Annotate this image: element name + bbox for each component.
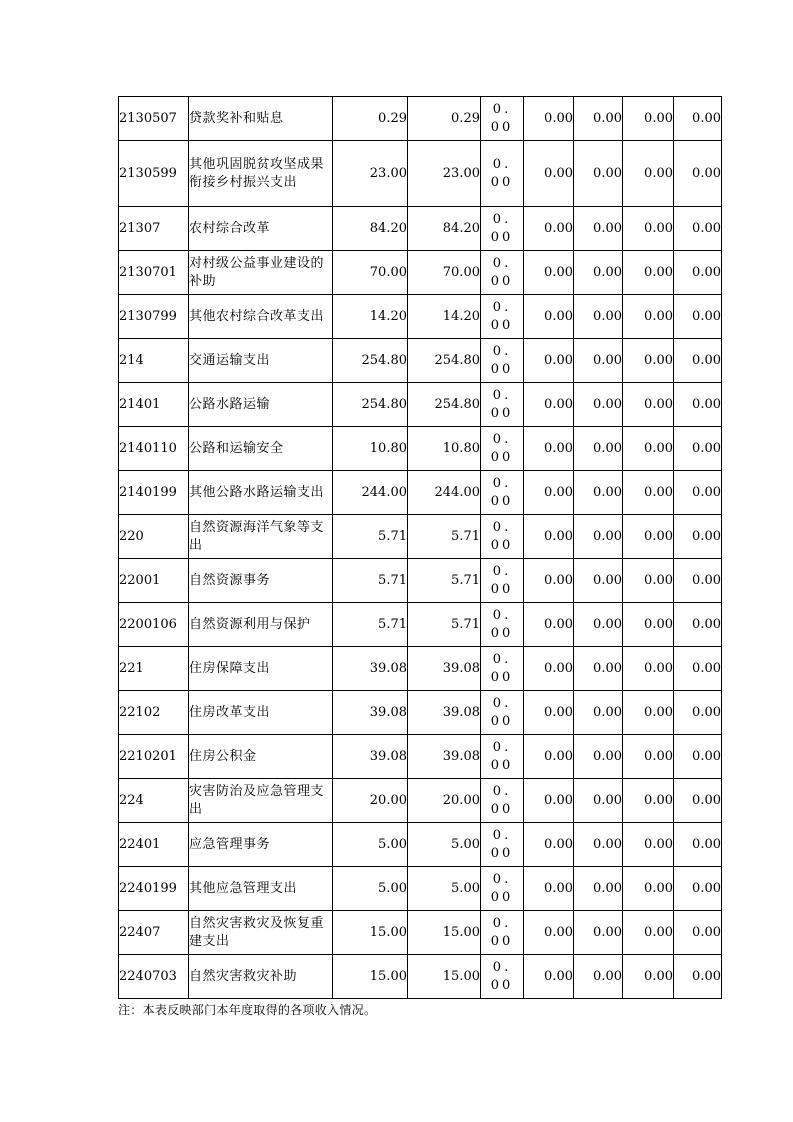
narrow-amount-cell [481, 867, 524, 911]
account-name-cell: 自然资源利用与保护 [189, 603, 333, 647]
narrow-amount-cell [481, 141, 524, 207]
narrow-amount-cell [481, 911, 524, 955]
narrow-amount-cell [481, 207, 524, 251]
amount-cell: 0.00 [574, 251, 623, 295]
account-code-cell: 21307 [119, 207, 189, 251]
appropriation-amount-cell: 0.29 [408, 97, 481, 141]
wrapped-value: 0.00 [490, 739, 514, 773]
amount-cell: 0.00 [574, 295, 623, 339]
appropriation-amount-cell: 39.08 [408, 691, 481, 735]
amount-cell: 0.00 [623, 427, 674, 471]
total-amount-cell: 254.80 [333, 339, 408, 383]
account-name-cell: 住房公积金 [189, 735, 333, 779]
amount-cell: 0.00 [674, 955, 722, 999]
account-name-cell: 公路水路运输 [189, 383, 333, 427]
account-name-cell: 公路和运输安全 [189, 427, 333, 471]
table-row [119, 867, 722, 911]
table-row [119, 823, 722, 867]
amount-cell: 0.00 [674, 339, 722, 383]
amount-cell: 0.00 [674, 603, 722, 647]
narrow-amount-cell [481, 515, 524, 559]
total-amount-cell: 0.29 [333, 97, 408, 141]
account-name-cell: 自然资源海洋气象等支出 [189, 515, 333, 559]
account-name-cell: 住房改革支出 [189, 691, 333, 735]
narrow-amount-cell [481, 427, 524, 471]
account-name-cell: 贷款奖补和贴息 [189, 97, 333, 141]
total-amount-cell: 23.00 [333, 141, 408, 207]
amount-cell: 0.00 [623, 97, 674, 141]
table-row [119, 955, 722, 999]
wrapped-value: 0.00 [490, 959, 514, 993]
narrow-amount-cell [481, 97, 524, 141]
total-amount-cell: 244.00 [333, 471, 408, 515]
amount-cell: 0.00 [623, 867, 674, 911]
appropriation-amount-cell: 70.00 [408, 251, 481, 295]
amount-cell: 0.00 [524, 383, 574, 427]
narrow-amount-cell [481, 383, 524, 427]
amount-cell: 0.00 [524, 515, 574, 559]
amount-cell: 0.00 [524, 867, 574, 911]
total-amount-cell: 39.08 [333, 735, 408, 779]
appropriation-amount-cell: 10.80 [408, 427, 481, 471]
wrapped-value: 0.00 [490, 651, 514, 685]
table-row [119, 383, 722, 427]
table-row [119, 471, 722, 515]
amount-cell: 0.00 [524, 823, 574, 867]
table-row [119, 295, 722, 339]
account-name-cell: 农村综合改革 [189, 207, 333, 251]
amount-cell: 0.00 [674, 383, 722, 427]
amount-cell: 0.00 [674, 779, 722, 823]
account-name-cell: 自然灾害救灾补助 [189, 955, 333, 999]
total-amount-cell: 5.71 [333, 603, 408, 647]
appropriation-amount-cell: 254.80 [408, 383, 481, 427]
amount-cell: 0.00 [524, 295, 574, 339]
table-row [119, 691, 722, 735]
total-amount-cell: 39.08 [333, 647, 408, 691]
wrapped-value: 0.00 [490, 101, 514, 135]
wrapped-value: 0.00 [490, 519, 514, 553]
account-code-cell: 224 [119, 779, 189, 823]
table-body [119, 97, 722, 999]
amount-cell: 0.00 [623, 647, 674, 691]
amount-cell: 0.00 [674, 647, 722, 691]
amount-cell: 0.00 [574, 647, 623, 691]
amount-cell: 0.00 [674, 867, 722, 911]
amount-cell: 0.00 [623, 141, 674, 207]
table-row [119, 207, 722, 251]
amount-cell: 0.00 [524, 207, 574, 251]
appropriation-amount-cell: 39.08 [408, 647, 481, 691]
total-amount-cell: 5.71 [333, 515, 408, 559]
amount-cell: 0.00 [574, 339, 623, 383]
amount-cell: 0.00 [623, 515, 674, 559]
amount-cell: 0.00 [674, 911, 722, 955]
table-row [119, 515, 722, 559]
amount-cell: 0.00 [574, 955, 623, 999]
amount-cell: 0.00 [674, 427, 722, 471]
amount-cell: 0.00 [674, 471, 722, 515]
wrapped-value: 0.00 [490, 211, 514, 245]
amount-cell: 0.00 [623, 295, 674, 339]
narrow-amount-cell [481, 339, 524, 383]
amount-cell: 0.00 [574, 691, 623, 735]
narrow-amount-cell [481, 603, 524, 647]
table-row [119, 779, 722, 823]
amount-cell: 0.00 [574, 911, 623, 955]
wrapped-value: 0.00 [490, 343, 514, 377]
amount-cell: 0.00 [674, 691, 722, 735]
total-amount-cell: 14.20 [333, 295, 408, 339]
amount-cell: 0.00 [524, 471, 574, 515]
account-code-cell: 220 [119, 515, 189, 559]
table-row [119, 911, 722, 955]
amount-cell: 0.00 [623, 691, 674, 735]
amount-cell: 0.00 [524, 559, 574, 603]
appropriation-amount-cell: 14.20 [408, 295, 481, 339]
amount-cell: 0.00 [674, 735, 722, 779]
amount-cell: 0.00 [574, 427, 623, 471]
amount-cell: 0.00 [674, 823, 722, 867]
wrapped-value: 0.00 [490, 299, 514, 333]
amount-cell: 0.00 [674, 295, 722, 339]
total-amount-cell: 39.08 [333, 691, 408, 735]
account-code-cell: 2130507 [119, 97, 189, 141]
appropriation-amount-cell: 20.00 [408, 779, 481, 823]
total-amount-cell: 10.80 [333, 427, 408, 471]
account-name-cell: 自然灾害救灾及恢复重建支出 [189, 911, 333, 955]
amount-cell: 0.00 [623, 559, 674, 603]
appropriation-amount-cell: 5.71 [408, 603, 481, 647]
account-code-cell: 214 [119, 339, 189, 383]
wrapped-value: 0.00 [490, 827, 514, 861]
account-code-cell: 221 [119, 647, 189, 691]
amount-cell: 0.00 [623, 603, 674, 647]
amount-cell: 0.00 [674, 207, 722, 251]
account-name-cell: 住房保障支出 [189, 647, 333, 691]
amount-cell: 0.00 [524, 955, 574, 999]
table-row [119, 97, 722, 141]
wrapped-value: 0.00 [490, 783, 514, 817]
amount-cell: 0.00 [574, 867, 623, 911]
appropriation-amount-cell: 84.20 [408, 207, 481, 251]
amount-cell: 0.00 [574, 603, 623, 647]
amount-cell: 0.00 [623, 383, 674, 427]
amount-cell: 0.00 [574, 141, 623, 207]
account-code-cell: 2130701 [119, 251, 189, 295]
wrapped-value: 0.00 [490, 695, 514, 729]
account-code-cell: 21401 [119, 383, 189, 427]
table-row [119, 603, 722, 647]
amount-cell: 0.00 [574, 471, 623, 515]
amount-cell: 0.00 [574, 559, 623, 603]
amount-cell: 0.00 [623, 207, 674, 251]
narrow-amount-cell [481, 779, 524, 823]
amount-cell: 0.00 [623, 251, 674, 295]
appropriation-amount-cell: 5.71 [408, 515, 481, 559]
amount-cell: 0.00 [674, 559, 722, 603]
table-note: 注：本表反映部门本年度取得的各项收入情况。 [118, 1003, 377, 1017]
wrapped-value: 0.00 [490, 563, 514, 597]
wrapped-value: 0.00 [490, 607, 514, 641]
amount-cell: 0.00 [524, 647, 574, 691]
narrow-amount-cell [481, 559, 524, 603]
total-amount-cell: 5.71 [333, 559, 408, 603]
appropriation-amount-cell: 15.00 [408, 911, 481, 955]
total-amount-cell: 15.00 [333, 955, 408, 999]
account-code-cell: 2240199 [119, 867, 189, 911]
account-code-cell: 2140199 [119, 471, 189, 515]
table-row [119, 427, 722, 471]
account-name-cell: 对村级公益事业建设的补助 [189, 251, 333, 295]
wrapped-value: 0.00 [490, 156, 514, 190]
account-code-cell: 2130599 [119, 141, 189, 207]
account-code-cell: 2140110 [119, 427, 189, 471]
account-name-cell: 应急管理事务 [189, 823, 333, 867]
total-amount-cell: 5.00 [333, 823, 408, 867]
wrapped-value: 0.00 [490, 431, 514, 465]
amount-cell: 0.00 [674, 97, 722, 141]
wrapped-value: 0.00 [490, 871, 514, 905]
narrow-amount-cell [481, 295, 524, 339]
amount-cell: 0.00 [524, 735, 574, 779]
wrapped-value: 0.00 [490, 387, 514, 421]
account-name-cell: 其他农村综合改革支出 [189, 295, 333, 339]
narrow-amount-cell [481, 691, 524, 735]
wrapped-value: 0.00 [490, 475, 514, 509]
total-amount-cell: 5.00 [333, 867, 408, 911]
total-amount-cell: 70.00 [333, 251, 408, 295]
amount-cell: 0.00 [574, 207, 623, 251]
amount-cell: 0.00 [524, 911, 574, 955]
amount-cell: 0.00 [524, 339, 574, 383]
appropriation-amount-cell: 39.08 [408, 735, 481, 779]
amount-cell: 0.00 [574, 823, 623, 867]
amount-cell: 0.00 [623, 911, 674, 955]
account-name-cell: 其他应急管理支出 [189, 867, 333, 911]
table-row [119, 251, 722, 295]
total-amount-cell: 84.20 [333, 207, 408, 251]
amount-cell: 0.00 [524, 97, 574, 141]
total-amount-cell: 254.80 [333, 383, 408, 427]
account-name-cell: 其他公路水路运输支出 [189, 471, 333, 515]
amount-cell: 0.00 [524, 779, 574, 823]
amount-cell: 0.00 [674, 141, 722, 207]
narrow-amount-cell [481, 735, 524, 779]
account-code-cell: 2130799 [119, 295, 189, 339]
amount-cell: 0.00 [623, 735, 674, 779]
amount-cell: 0.00 [524, 141, 574, 207]
amount-cell: 0.00 [524, 251, 574, 295]
narrow-amount-cell [481, 823, 524, 867]
appropriation-amount-cell: 5.71 [408, 559, 481, 603]
amount-cell: 0.00 [674, 515, 722, 559]
amount-cell: 0.00 [574, 779, 623, 823]
total-amount-cell: 20.00 [333, 779, 408, 823]
narrow-amount-cell [481, 955, 524, 999]
table-row [119, 647, 722, 691]
appropriation-amount-cell: 23.00 [408, 141, 481, 207]
amount-cell: 0.00 [623, 339, 674, 383]
amount-cell: 0.00 [623, 823, 674, 867]
amount-cell: 0.00 [574, 97, 623, 141]
narrow-amount-cell [481, 471, 524, 515]
account-code-cell: 22407 [119, 911, 189, 955]
appropriation-amount-cell: 15.00 [408, 955, 481, 999]
appropriation-amount-cell: 5.00 [408, 823, 481, 867]
budget-table [118, 96, 722, 999]
appropriation-amount-cell: 244.00 [408, 471, 481, 515]
amount-cell: 0.00 [524, 691, 574, 735]
table-row [119, 339, 722, 383]
amount-cell: 0.00 [524, 603, 574, 647]
account-name-cell: 自然资源事务 [189, 559, 333, 603]
amount-cell: 0.00 [623, 955, 674, 999]
narrow-amount-cell [481, 251, 524, 295]
account-code-cell: 22102 [119, 691, 189, 735]
amount-cell: 0.00 [674, 251, 722, 295]
amount-cell: 0.00 [524, 427, 574, 471]
amount-cell: 0.00 [574, 383, 623, 427]
table-row [119, 735, 722, 779]
table-row [119, 141, 722, 207]
wrapped-value: 0.00 [490, 255, 514, 289]
account-code-cell: 22001 [119, 559, 189, 603]
table-row [119, 559, 722, 603]
appropriation-amount-cell: 254.80 [408, 339, 481, 383]
wrapped-value: 0.00 [490, 915, 514, 949]
narrow-amount-cell [481, 647, 524, 691]
amount-cell: 0.00 [574, 735, 623, 779]
account-code-cell: 2240703 [119, 955, 189, 999]
appropriation-amount-cell: 5.00 [408, 867, 481, 911]
account-name-cell: 其他巩固脱贫攻坚成果衔接乡村振兴支出 [189, 141, 333, 207]
account-code-cell: 2210201 [119, 735, 189, 779]
total-amount-cell: 15.00 [333, 911, 408, 955]
amount-cell: 0.00 [623, 471, 674, 515]
amount-cell: 0.00 [623, 779, 674, 823]
account-code-cell: 2200106 [119, 603, 189, 647]
amount-cell: 0.00 [574, 515, 623, 559]
account-code-cell: 22401 [119, 823, 189, 867]
account-name-cell: 交通运输支出 [189, 339, 333, 383]
account-name-cell: 灾害防治及应急管理支出 [189, 779, 333, 823]
